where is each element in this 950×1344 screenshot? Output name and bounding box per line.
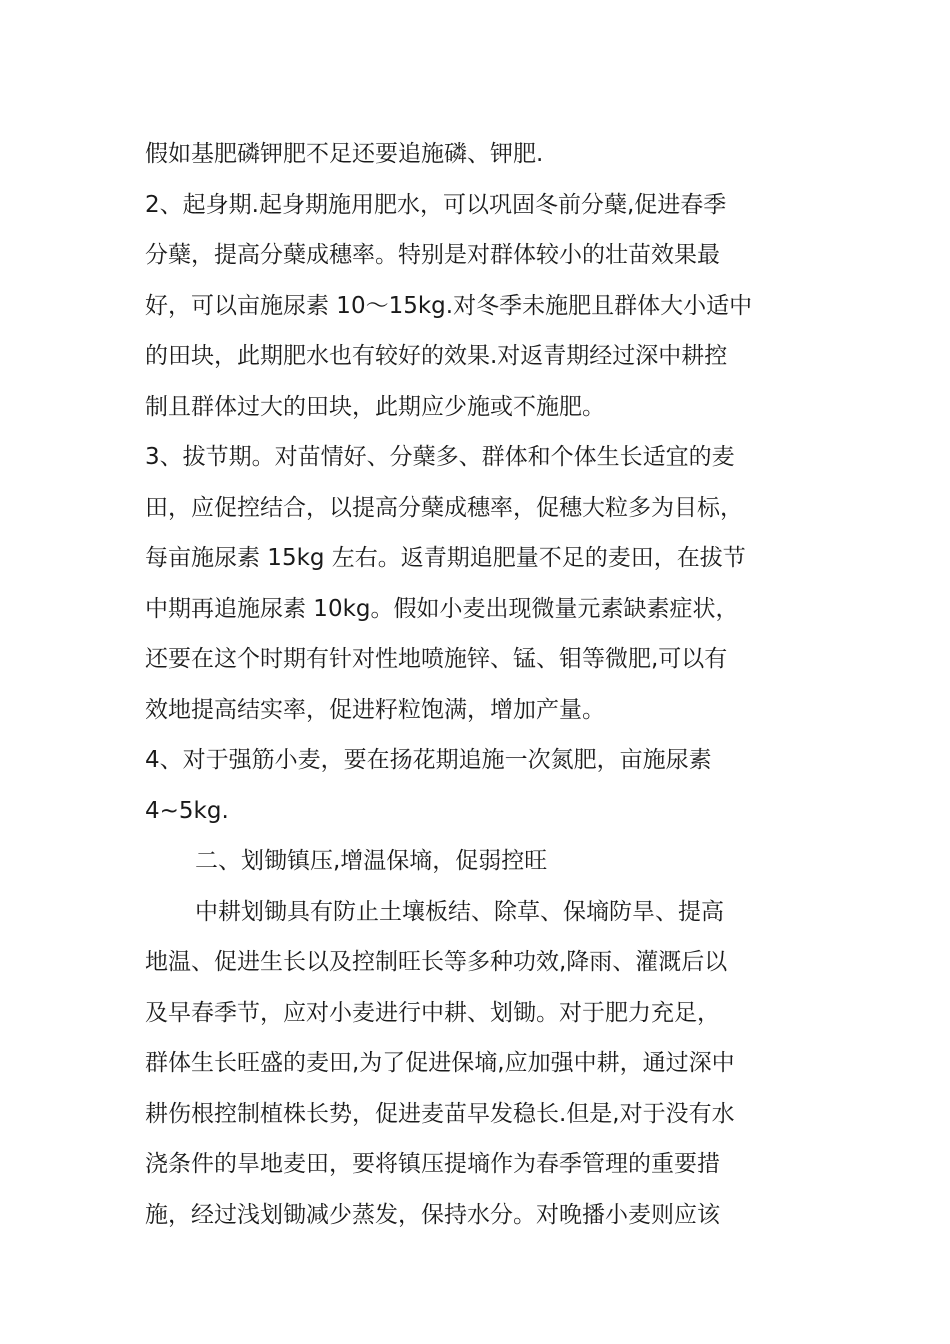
text-line: 好，可以亩施尿素 10～15kg.对冬季未施肥且群体大小适中 bbox=[145, 292, 753, 319]
text-line: 分蘖，提高分蘖成穗率。特别是对群体较小的壮苗效果最 bbox=[145, 242, 720, 268]
text-line: 耕伤根控制植株长势，促进麦苗早发稳长.但是,对于没有水 bbox=[145, 1100, 735, 1127]
text-line: 假如基肥磷钾肥不足还要追施磷、钾肥. bbox=[145, 141, 544, 167]
text-line: 制且群体过大的田块，此期应少施或不施肥。 bbox=[145, 393, 605, 420]
text-line: 地温、促进生长以及控制旺长等多种功效,降雨、灌溉后以 bbox=[145, 949, 728, 975]
text-line: 浇条件的旱地麦田，要将镇压提墒作为春季管理的重要措 bbox=[145, 1151, 720, 1177]
text-line: 4~5kg. bbox=[145, 797, 229, 824]
text-line: 的田块，此期肥水也有较好的效果.对返青期经过深中耕控 bbox=[145, 343, 728, 369]
text-line: 效地提高结实率，促进籽粒饱满，增加产量。 bbox=[145, 696, 605, 723]
text-line: 每亩施尿素 15kg 左右。返青期追肥量不足的麦田，在拔节 bbox=[145, 545, 746, 571]
text-line: 及早春季节，应对小麦进行中耕、划锄。对于肥力充足， bbox=[145, 999, 720, 1026]
text-line: 3、拔节期。对苗情好、分蘖多、群体和个体生长适宜的麦 bbox=[145, 444, 735, 470]
text-line: 中期再追施尿素 10kg。假如小麦出现微量元素缺素症状， bbox=[145, 595, 739, 622]
text-line: 田，应促控结合，以提高分蘖成穗率，促穗大粒多为目标， bbox=[145, 494, 743, 521]
section-heading: 二、划锄镇压,增温保墒，促弱控旺 bbox=[195, 848, 548, 874]
text-line: 2、起身期.起身期施用肥水，可以巩固冬前分蘖,促进春季 bbox=[145, 191, 727, 218]
text-line: 中耕划锄具有防止土壤板结、除草、保墒防旱、提高 bbox=[195, 898, 724, 925]
text-line: 4、对于强筋小麦，要在扬花期追施一次氮肥，亩施尿素 bbox=[145, 747, 712, 773]
text-line: 还要在这个时期有针对性地喷施锌、锰、钼等微肥,可以有 bbox=[145, 646, 728, 672]
document-body bbox=[145, 129, 805, 1240]
text-line: 施，经过浅划锄减少蒸发，保持水分。对晚播小麦则应该 bbox=[145, 1201, 720, 1228]
text-line: 群体生长旺盛的麦田,为了促进保墒,应加强中耕，通过深中 bbox=[145, 1050, 735, 1076]
